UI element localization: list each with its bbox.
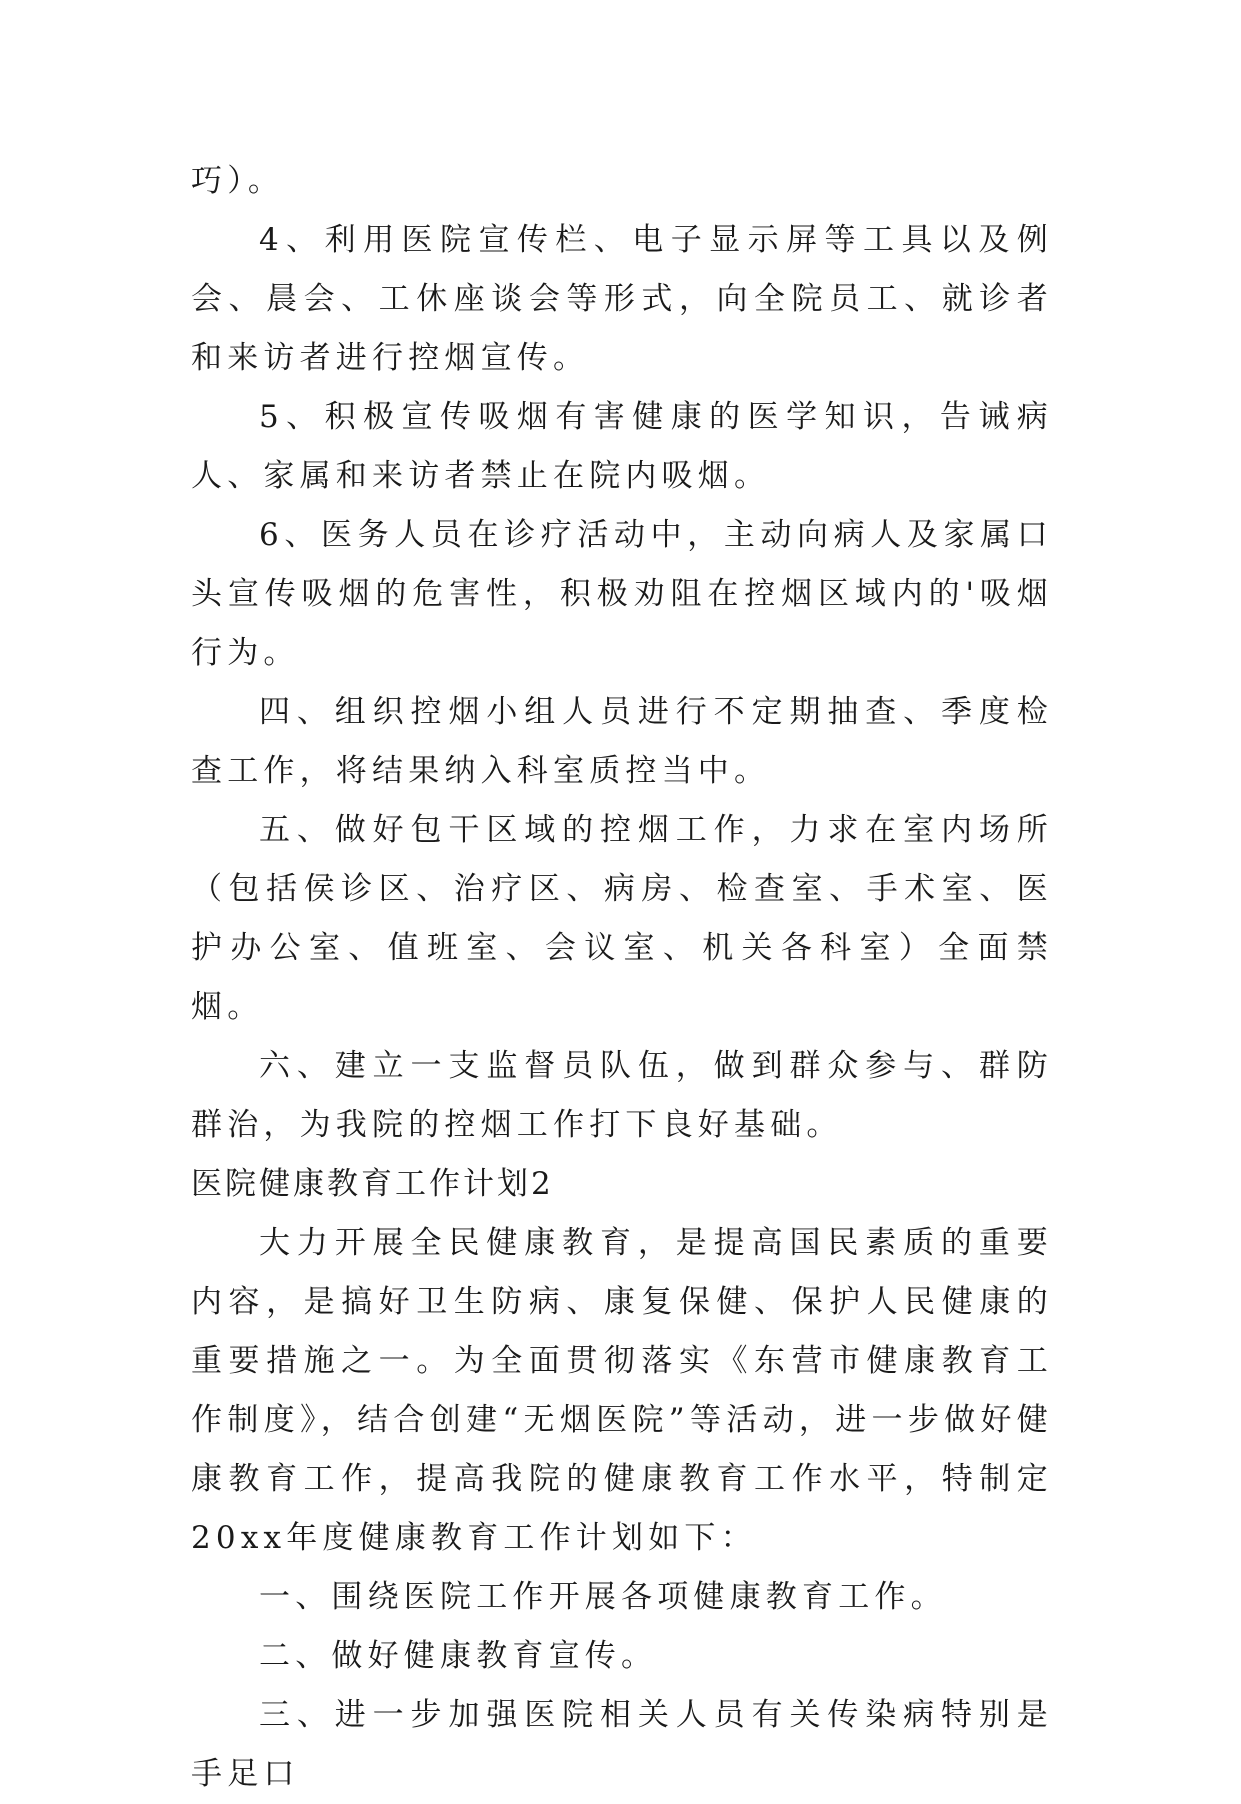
paragraph-continuation: 巧）。: [191, 163, 285, 199]
paragraph-item-6: 6、医务人员在诊疗活动中，主动向病人及家属口头宣传吸烟的危害性，积极劝阻在控烟区域内的'吸烟行为。: [191, 517, 1053, 671]
paragraph-intro: 大力开展全民健康教育，是提高国民素质的重要内容，是搞好卫生防病、康复保健、保护人民健康的重要措施之一。为全面贯彻落实《东营市健康教育工作制度》，结合创建“无烟医院”等活动，进一步做好健康教育工作，提高我院的健康教育工作水平，特制定20xx年度健康教育工作计划如下：: [191, 1225, 1053, 1556]
paragraph-item-5: 5、积极宣传吸烟有害健康的医学知识，告诫病人、家属和来访者禁止在院内吸烟。: [191, 399, 1053, 494]
paragraph-plan-1: 一、围绕医院工作开展各项健康教育工作。: [259, 1579, 947, 1615]
paragraph-section-6: 六、建立一支监督员队伍，做到群众参与、群防群治，为我院的控烟工作打下良好基础。: [191, 1048, 1053, 1143]
paragraph-plan-3: 三、进一步加强医院相关人员有关传染病特别是手足口: [191, 1697, 1053, 1792]
paragraph-item-4: 4、利用医院宣传栏、电子显示屏等工具以及例会、晨会、工休座谈会等形式，向全院员工、就诊者和来访者进行控烟宣传。: [191, 222, 1053, 376]
section-title: 医院健康教育工作计划2: [191, 1166, 554, 1202]
paragraph-plan-2: 二、做好健康教育宣传。: [259, 1638, 658, 1674]
paragraph-section-4: 四、组织控烟小组人员进行不定期抽查、季度检查工作，将结果纳入科室质控当中。: [191, 694, 1053, 789]
paragraph-section-5: 五、做好包干区域的控烟工作，力求在室内场所（包括侯诊区、治疗区、病房、检查室、手术室、医护办公室、值班室、会议室、机关各科室）全面禁烟。: [191, 812, 1053, 1025]
document-body: [191, 152, 1053, 1804]
